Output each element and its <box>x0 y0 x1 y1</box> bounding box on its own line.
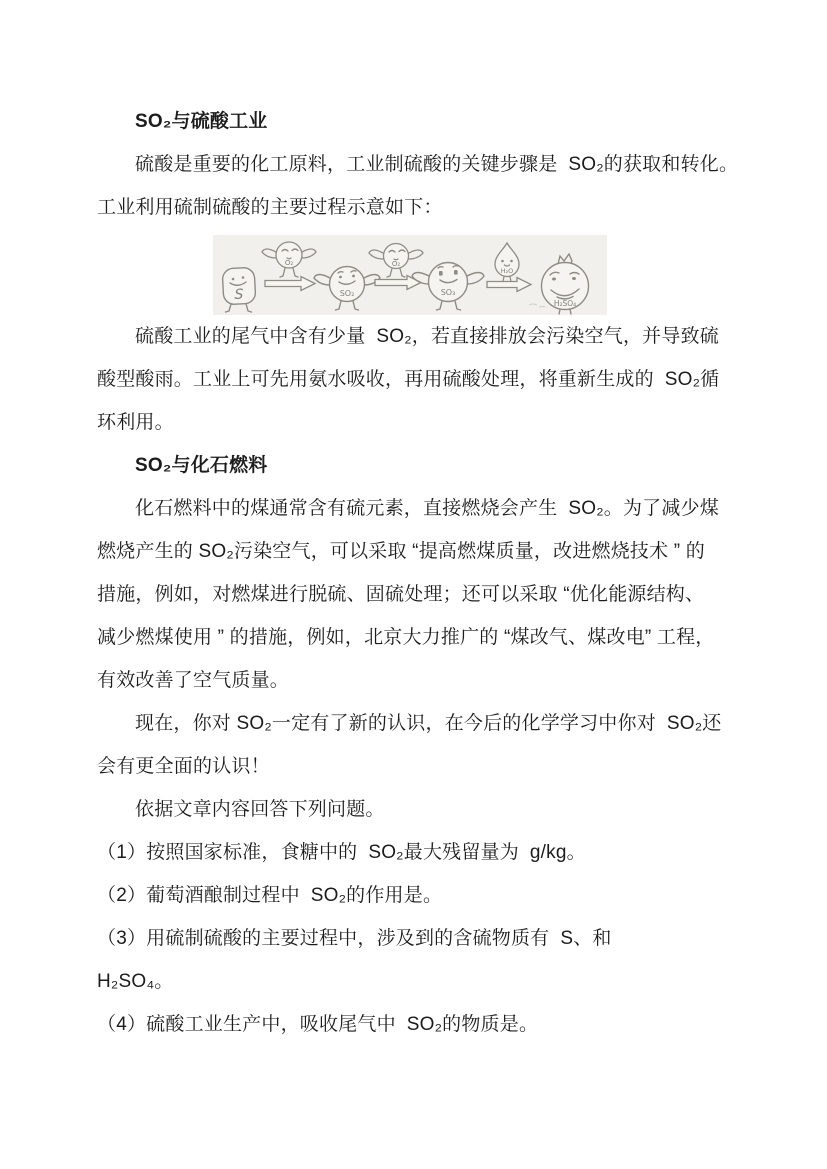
question-3-line-1: （3）用硫制硫酸的主要过程中，涉及到的含硫物质有 S、和 <box>97 928 612 949</box>
process-diagram-image <box>213 235 607 315</box>
water-label: H₂O <box>500 267 514 275</box>
section-heading-so2-sulfuric-acid-industry: SO₂与硫酸工业 <box>135 111 268 132</box>
paragraph-line: 现在，你对 SO₂一定有了新的认识，在今后的化学学习中你对 SO₂还 <box>135 713 722 734</box>
question-2: （2）葡萄酒酿制过程中 SO₂的作用是。 <box>97 885 443 906</box>
paragraph-line: 依据文章内容回答下列问题。 <box>135 799 385 820</box>
paragraph-line: 有效改善了空气质量。 <box>97 670 290 691</box>
paragraph-line: 燃烧产生的 SO₂污染空气，可以采取 “提高燃煤质量，改进燃烧技术 ” 的 <box>97 541 705 562</box>
question-3-line-2: H₂SO₄。 <box>97 971 174 992</box>
sulfuric-acid-process-figure <box>97 229 733 315</box>
paragraph-line: 硫酸是重要的化工原料，工业制硫酸的关键步骤是 SO₂的获取和转化。 <box>135 154 739 175</box>
paragraph-line: 环利用。 <box>97 412 174 433</box>
h2so4-label: H₂SO₄ <box>553 299 577 308</box>
paragraph-line: 减少燃煤使用 ” 的措施，例如，北京大力推广的 “煤改气、煤改电” 工程， <box>97 627 715 648</box>
so3-label: SO₃ <box>440 288 456 297</box>
question-4: （4）硫酸工业生产中，吸收尾气中 SO₂的物质是。 <box>97 1014 539 1035</box>
oxygen-label-1: O₂ <box>284 259 294 267</box>
paragraph-line: 措施，例如，对燃煤进行脱硫、固硫处理；还可以采取 “优化能源结构、 <box>97 584 705 605</box>
paragraph-line: 硫酸工业的尾气中含有少量 SO₂，若直接排放会污染空气，并导致硫 <box>135 326 719 347</box>
paragraph-line: 会有更全面的认识！ <box>97 756 270 777</box>
sulfur-label: S <box>234 287 244 303</box>
section-heading-so2-fossil-fuel: SO₂与化石燃料 <box>135 455 268 476</box>
question-1: （1）按照国家标准，食糖中的 SO₂最大残留量为 g/kg。 <box>97 842 586 863</box>
so2-label: SO₂ <box>339 289 355 298</box>
oxygen-label-2: O₂ <box>391 260 401 268</box>
paragraph-line: 化石燃料中的煤通常含有硫元素，直接燃烧会产生 SO₂。为了减少煤 <box>135 498 719 519</box>
paragraph-line: 工业利用硫制硫酸的主要过程示意如下： <box>97 197 443 218</box>
paragraph-line: 酸型酸雨。工业上可先用氨水吸收，再用硫酸处理，将重新生成的 SO₂循 <box>97 369 720 390</box>
document-body <box>97 100 739 1046</box>
